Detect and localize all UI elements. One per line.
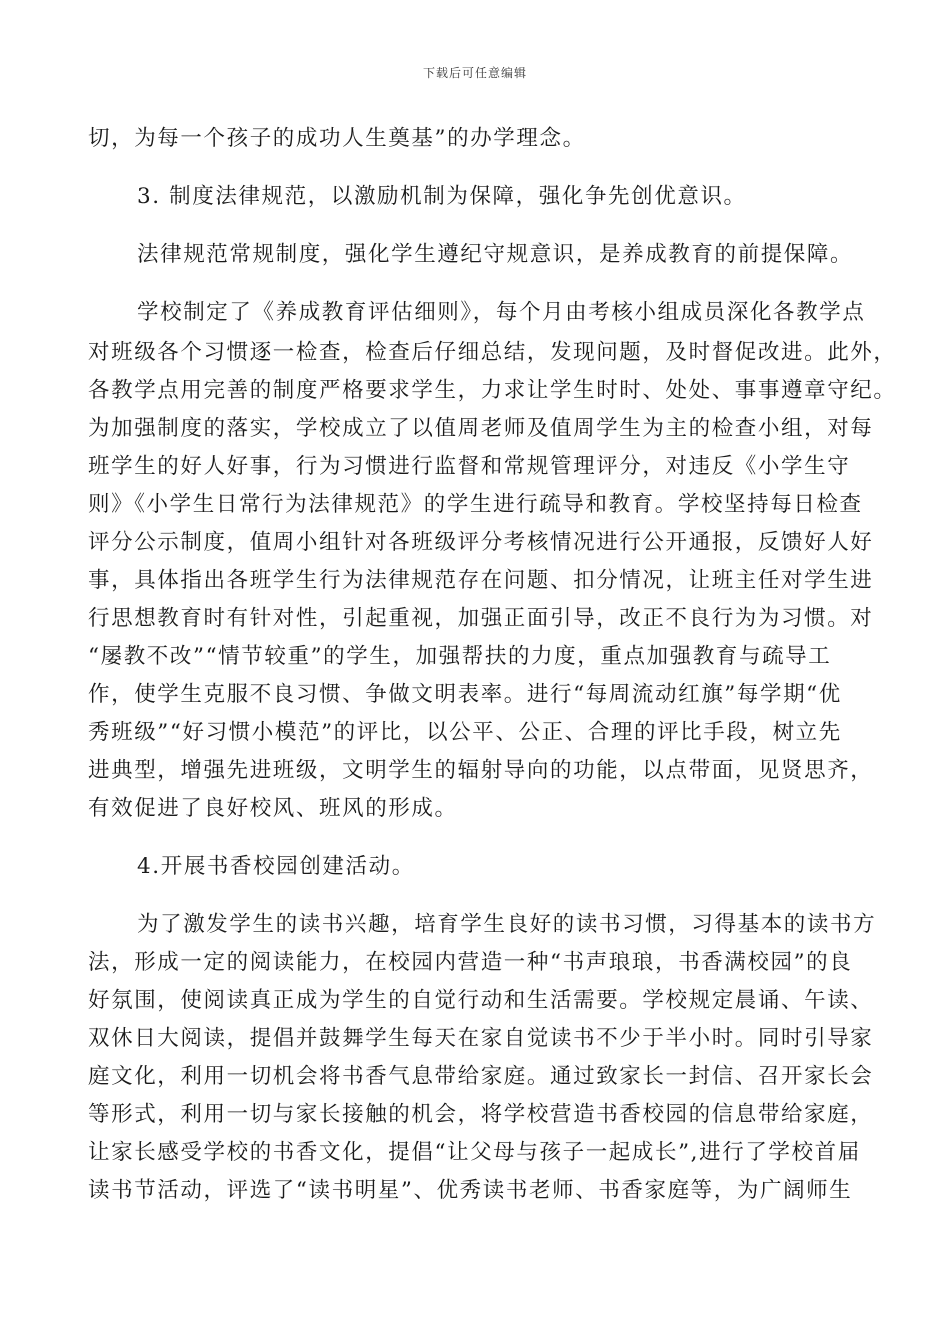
text-line: 双休日大阅读，提倡并鼓舞学生每天在家自觉读书不少于半小时。同时引导家 [88,1026,874,1051]
text-line: 作，使学生克服不良习惯、争做文明表率。进行“每周流动红旗”每学期“优 [88,682,842,707]
text-line: 则》《小学生日常行为法律规范》的学生进行疏导和教育。学校坚持每日检查 [88,492,863,517]
text-line: 评分公示制度，值周小组针对各班级评分考核情况进行公开通报，反馈好人好 [88,530,874,555]
text-line: 秀班级”“好习惯小模范”的评比，以公平、公正、合理的评比手段，树立先 [88,720,842,745]
text-line: 法，形成一定的阅读能力，在校园内营造一种“书声琅琅，书香满校园”的良 [88,950,853,975]
text-line: 让家长感受学校的书香文化，提倡“让父母与孩子一起成长”,进行了学校首届 [88,1140,861,1165]
text-line: 庭文化，利用一切机会将书香气息带给家庭。通过致家长一封信、召开家长会 [88,1064,874,1089]
text-line: 事，具体指出各班学生行为法律规范存在问题、扣分情况，让班主任对学生进 [88,568,874,593]
text-line: 进典型，增强先进班级，文明学生的辐射导向的功能，以点带面，见贤思齐， [88,758,874,783]
section-heading: 3. 制度法律规范，以激励机制为保障，强化争先创优意识。 [137,184,747,209]
text-line: 各教学点用完善的制度严格要求学生，力求让学生时时、处处、事事遵章守纪。 [88,378,897,403]
text-line: 读书节活动，评选了“读书明星”、优秀读书老师、书香家庭等，为广阔师生 [88,1178,853,1203]
text-line: 学校制定了《养成教育评估细则》，每个月由考核小组成员深化各教学点 [137,300,866,325]
header-note: 下载后可任意编辑 [422,66,527,80]
text-line: 有效促进了良好校风、班风的形成。 [88,796,458,821]
text-line: 行思想教育时有针对性，引起重视，加强正面引导，改正不良行为为习惯。对 [88,606,874,631]
section-heading: 4.开展书香校园创建活动。 [137,854,415,879]
text-line: 为了激发学生的读书兴趣，培育学生良好的读书习惯，习得基本的读书方 [137,912,877,937]
text-line: 等形式，利用一切与家长接触的机会，将学校营造书香校园的信息带给家庭， [88,1102,874,1127]
text-line: “屡教不改”“情节较重”的学生，加强帮扶的力度，重点加强教育与疏导工 [88,644,832,669]
text-line: 切，为每一个孩子的成功人生奠基”的办学理念。 [88,126,586,151]
text-line: 班学生的好人好事，行为习惯进行监督和常规管理评分，对违反《小学生守 [88,454,851,479]
text-line: 法律规范常规制度，强化学生遵纪守规意识，是养成教育的前提保障。 [137,242,854,267]
text-line: 对班级各个习惯逐一检查，检查后仔细总结，发现问题，及时督促改进。此外， [88,340,897,365]
text-line: 为加强制度的落实，学校成立了以值周老师及值周学生为主的检查小组，对每 [88,416,874,441]
text-line: 好氛围，使阅读真正成为学生的自觉行动和生活需要。学校规定晨诵、午读、 [88,988,874,1013]
